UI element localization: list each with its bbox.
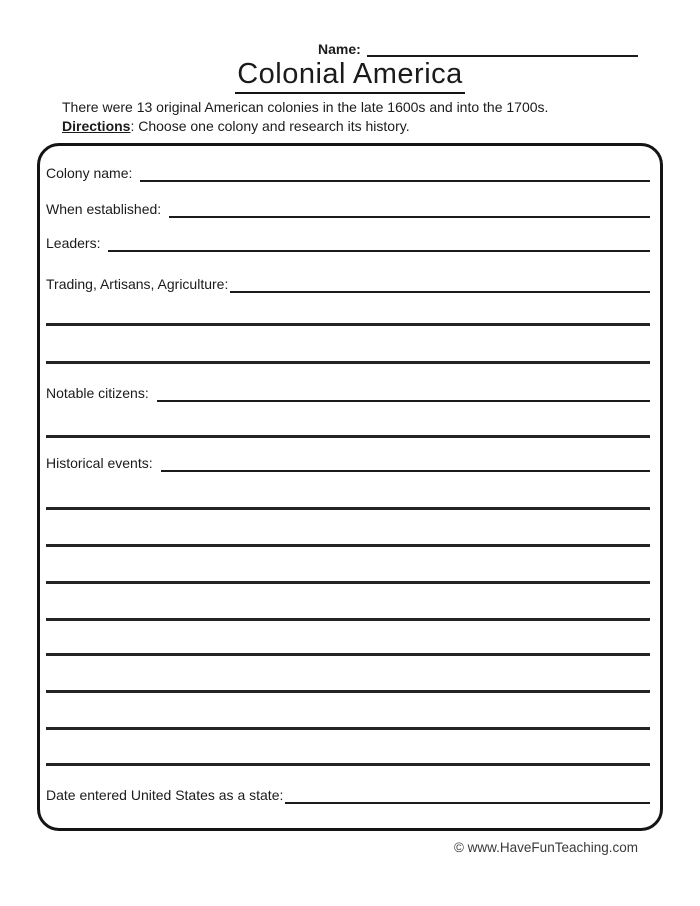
field-colony-name bbox=[46, 163, 650, 182]
title-wrap bbox=[0, 58, 700, 94]
field-line bbox=[157, 383, 650, 402]
field-line bbox=[108, 233, 650, 252]
name-row bbox=[318, 38, 638, 57]
footer-credit: © www.HaveFunTeaching.com bbox=[453, 840, 638, 855]
intro-line: There were 13 original American colonies in the late 1600s and into the 1700s. bbox=[62, 99, 549, 115]
field-label: Notable citizens: bbox=[46, 385, 149, 401]
name-blank-line bbox=[367, 38, 638, 57]
blank-line bbox=[46, 690, 650, 693]
blank-line bbox=[46, 544, 650, 547]
blank-line bbox=[46, 763, 650, 766]
directions-line bbox=[62, 117, 548, 136]
blank-line bbox=[46, 435, 650, 438]
field-label: Date entered United States as a state: bbox=[46, 787, 284, 803]
field-label: Trading, Artisans, Agriculture: bbox=[46, 276, 229, 292]
name-label: Name: bbox=[318, 41, 361, 57]
field-label: When established: bbox=[46, 201, 162, 217]
field-historical-events bbox=[46, 453, 650, 472]
field-trading bbox=[46, 274, 650, 293]
field-leaders bbox=[46, 233, 650, 252]
field-when-established bbox=[46, 199, 650, 218]
intro-text bbox=[62, 98, 548, 136]
field-line bbox=[140, 163, 650, 182]
directions-label: Directions bbox=[62, 118, 131, 134]
blank-line bbox=[46, 361, 650, 364]
field-date-entered bbox=[46, 785, 650, 804]
blank-line bbox=[46, 323, 650, 326]
field-label: Leaders: bbox=[46, 235, 101, 251]
blank-line bbox=[46, 507, 650, 510]
field-notable-citizens bbox=[46, 383, 650, 402]
field-label: Historical events: bbox=[46, 455, 153, 471]
field-line bbox=[161, 453, 650, 472]
blank-line bbox=[46, 581, 650, 584]
field-label: Colony name: bbox=[46, 165, 133, 181]
blank-line bbox=[46, 653, 650, 656]
worksheet-form-box bbox=[37, 143, 663, 831]
worksheet-title: Colonial America bbox=[235, 58, 465, 94]
directions-text: : Choose one colony and research its history. bbox=[130, 118, 410, 134]
field-line bbox=[285, 785, 650, 804]
blank-line bbox=[46, 618, 650, 621]
blank-line bbox=[46, 727, 650, 730]
field-line bbox=[230, 274, 650, 293]
field-line bbox=[169, 199, 650, 218]
